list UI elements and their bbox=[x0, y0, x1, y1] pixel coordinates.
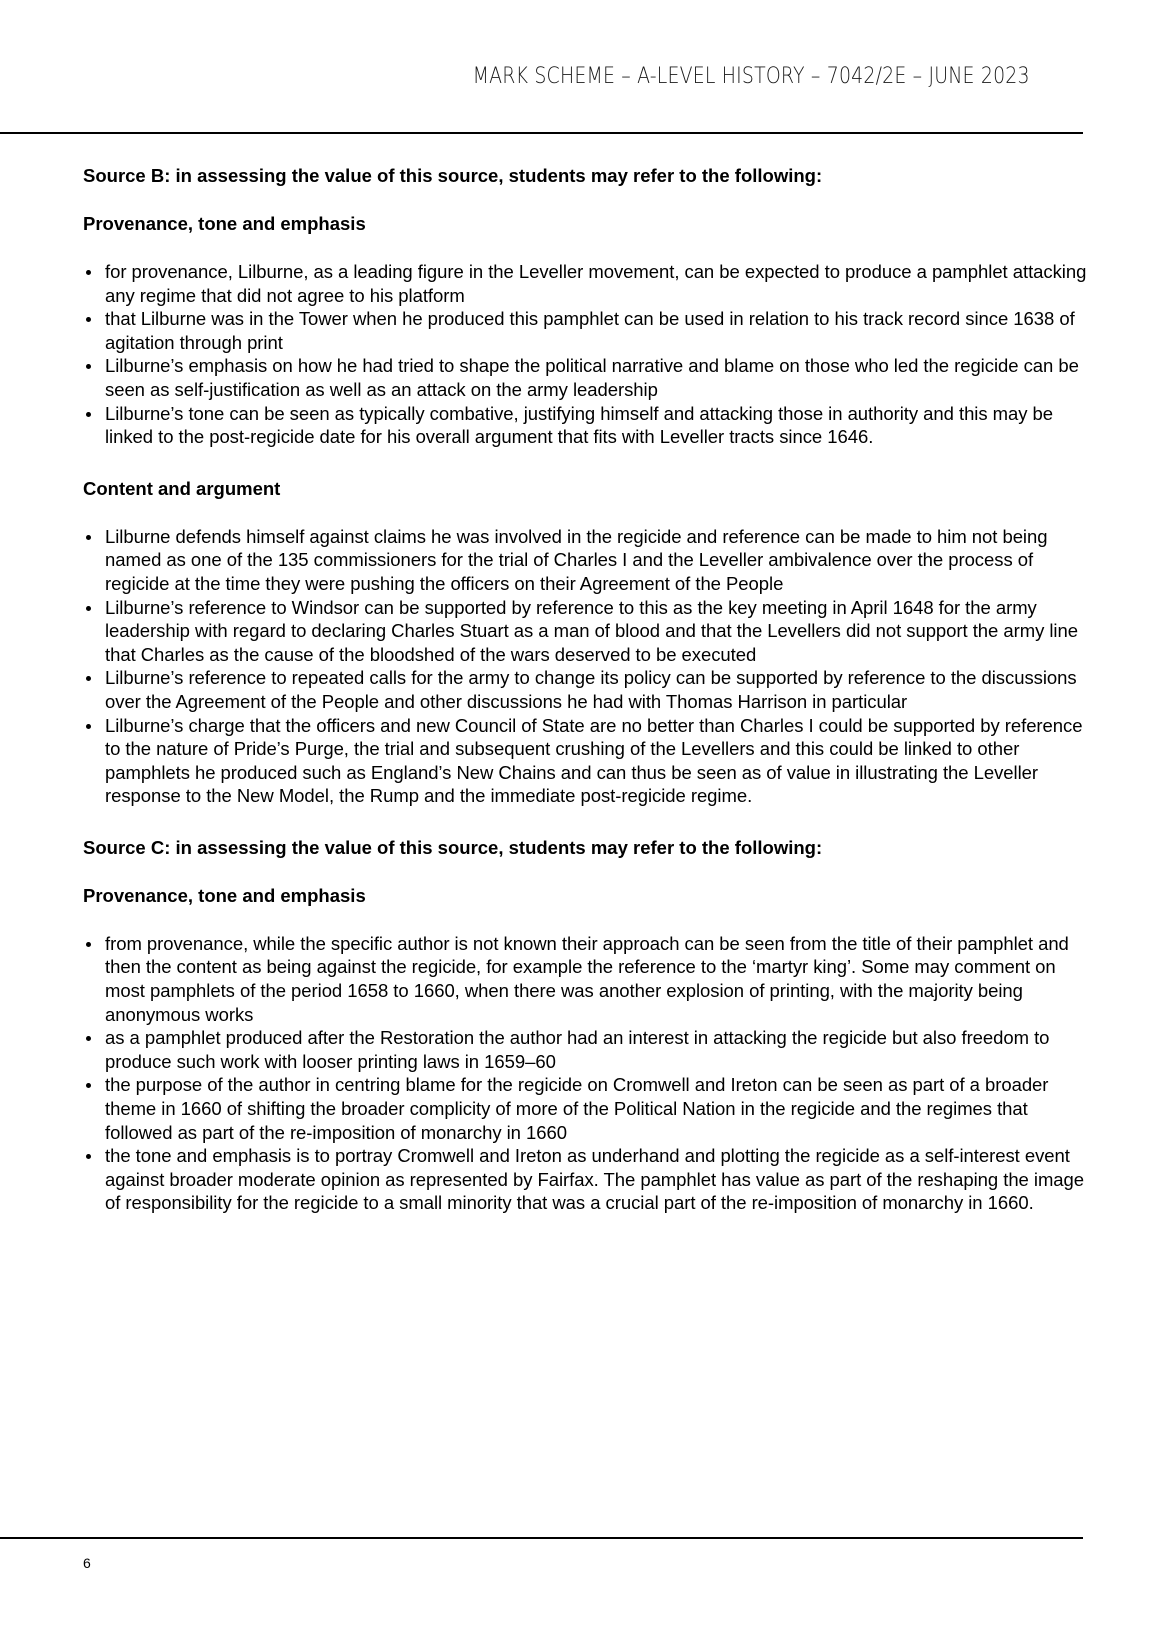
bullet-list bbox=[83, 932, 1093, 1215]
bullet-item: Lilburne defends himself against claims he was involved in the regicide and reference can be made to him not being named as one of the 135 commissioners for the trial of Charles I and the Leveller ambivalence over the process of regicide at the time they were pushing the officers on their Agreement of the People bbox=[83, 525, 1093, 596]
header-divider bbox=[0, 132, 1083, 134]
page-number: 6 bbox=[83, 1555, 91, 1571]
footer-divider bbox=[0, 1537, 1083, 1539]
subsection-heading: Content and argument bbox=[83, 477, 281, 499]
source-b-section bbox=[83, 164, 1093, 808]
bullet-item: the tone and emphasis is to portray Cromwell and Ireton as underhand and plotting the regicide as a self-interest event against broader moderate opinion as represented by Fairfax. The pamphlet has value as part of the reshaping the image of responsibility for the regicide to a small minority that was a crucial part of the re-imposition of monarchy in 1660. bbox=[83, 1144, 1093, 1215]
bullet-item: the purpose of the author in centring blame for the regicide on Cromwell and Ireton can be seen as part of a broader theme in 1660 of shifting the broader complicity of more of the Political Nation in the regicide and the regimes that followed as part of the re-imposition of monarchy in 1660 bbox=[83, 1073, 1093, 1144]
subsection-heading: Provenance, tone and emphasis bbox=[83, 884, 366, 906]
bullet-item: Lilburne’s emphasis on how he had tried to shape the political narrative and blame on those who led the regicide can be seen as self-justification as well as an attack on the army leadership bbox=[83, 354, 1093, 401]
source-c-section bbox=[83, 836, 1093, 1215]
bullet-item: Lilburne’s tone can be seen as typically combative, justifying himself and attacking those in authority and this may be linked to the post-regicide date for his overall argument that fits with Leveller tracts since 1646. bbox=[83, 402, 1093, 449]
bullet-item: as a pamphlet produced after the Restoration the author had an interest in attacking the regicide but also freedom to produce such work with looser printing laws in 1659–60 bbox=[83, 1026, 1093, 1073]
page-header-title: MARK SCHEME – A-LEVEL HISTORY – 7042/2E – JUNE 2023 bbox=[472, 64, 1030, 89]
bullet-list bbox=[83, 525, 1093, 808]
section-heading: Source B: in assessing the value of this source, students may refer to the following: bbox=[83, 165, 823, 186]
subsection-heading: Provenance, tone and emphasis bbox=[83, 213, 366, 234]
bullet-item: Lilburne’s reference to repeated calls for the army to change its policy can be supported by reference to the discussions over the Agreement of the People and other discussions he had with Thomas Harrison in particular bbox=[83, 666, 1093, 713]
bullet-list bbox=[83, 260, 1093, 449]
bullet-item: that Lilburne was in the Tower when he produced this pamphlet can be used in relation to his track record since 1638 of agitation through print bbox=[83, 307, 1093, 354]
bullet-item: from provenance, while the specific author is not known their approach can be seen from the title of their pamphlet and then the content as being against the regicide, for example the reference to the ‘martyr king’. Some may comment on most pamphlets of the period 1658 to 1660, when there was another explosion of printing, with the majority being anonymous works bbox=[83, 932, 1093, 1026]
document-body bbox=[83, 164, 1093, 1243]
bullet-item: for provenance, Lilburne, as a leading figure in the Leveller movement, can be expected to produce a pamphlet attacking any regime that did not agree to his platform bbox=[83, 260, 1093, 307]
bullet-item: Lilburne’s reference to Windsor can be supported by reference to this as the key meeting in April 1648 for the army leadership with regard to declaring Charles Stuart as a man of blood and that the Levellers did not support the army line that Charles as the cause of the bloodshed of the wars deserved to be executed bbox=[83, 596, 1093, 667]
section-heading: Source C: in assessing the value of this source, students may refer to the following: bbox=[83, 836, 823, 858]
bullet-item: Lilburne’s charge that the officers and new Council of State are no better than Charles I could be supported by reference to the nature of Pride’s Purge, the trial and subsequent crushing of the Levellers and this could be linked to other pamphlets he produced such as England’s New Chains and can thus be seen as of value in illustrating the Leveller response to the New Model, the Rump and the immediate post-regicide regime. bbox=[83, 714, 1093, 808]
